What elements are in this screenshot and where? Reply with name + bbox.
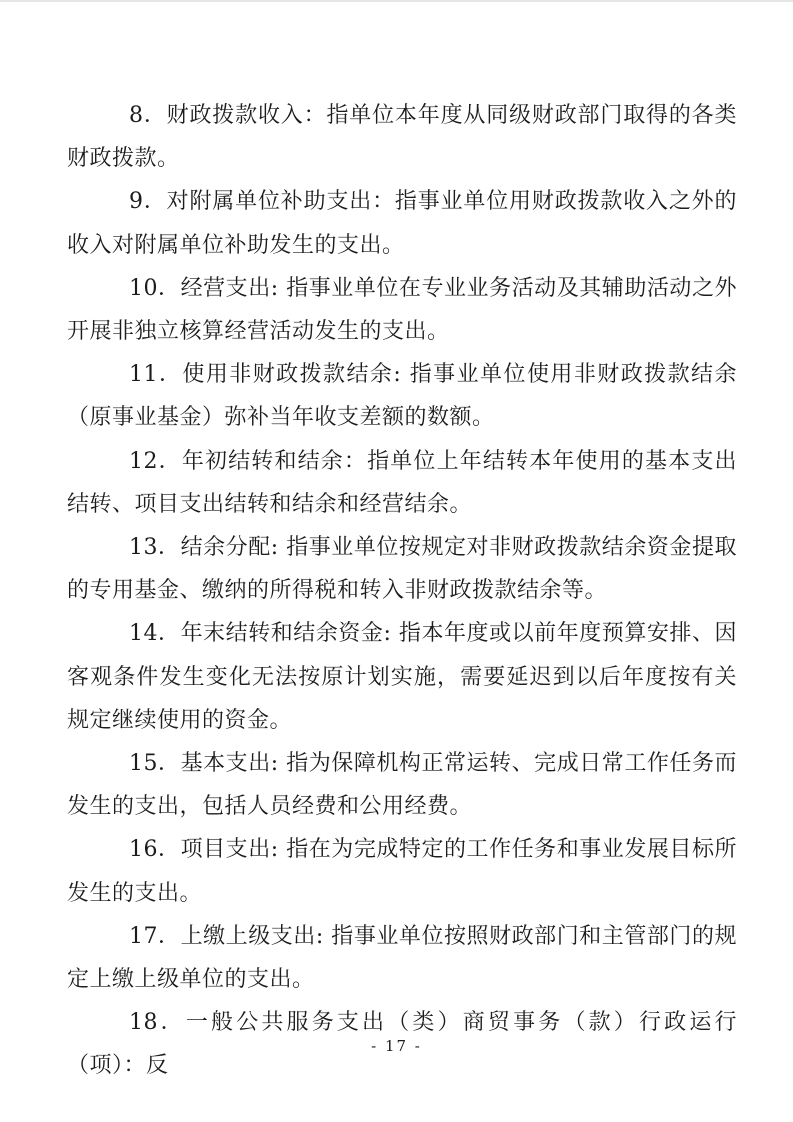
glossary-paragraph-term-14: 14．年末结转和结余资金: 指本年度或以前年度预算安排、因客观条件发生变化无法按原计划实施，需要延迟到以后年度按有关规定继续使用的资金。 [67, 621, 737, 733]
page-number: - 17 - [371, 1037, 422, 1055]
glossary-paragraph-term-9: 9．对附属单位补助支出：指事业单位用财政拨款收入之外的收入对附属单位补助发生的支出。 [67, 189, 737, 258]
glossary-paragraph-term-16: 16．项目支出: 指在为完成特定的工作任务和事业发展目标所发生的支出。 [67, 837, 737, 906]
glossary-paragraph-term-17: 17．上缴上级支出: 指事业单位按照财政部门和主管部门的规定上缴上级单位的支出。 [67, 923, 737, 993]
glossary-paragraph-term-10: 10．经营支出: 指事业单位在专业业务活动及其辅助活动之外开展非独立核算经营活动发生的支出。 [67, 275, 737, 345]
glossary-paragraph-term-13: 13．结余分配: 指事业单位按规定对非财政拨款结余资金提取的专用基金、缴纳的所得税和转入非财政拨款结余等。 [67, 535, 737, 604]
glossary-paragraph-term-8: 8．财政拨款收入：指单位本年度从同级财政部门取得的各类财政拨款。 [67, 103, 737, 172]
document-body [67, 94, 737, 1088]
glossary-paragraph-term-12: 12．年初结转和结余：指单位上年结转本年使用的基本支出结转、项目支出结转和结余和经营结余。 [67, 448, 737, 517]
glossary-paragraph-term-11: 11．使用非财政拨款结余: 指事业单位使用非财政拨款结余（原事业基金）弥补当年收支差额的数额。 [67, 362, 737, 431]
page-footer [0, 1036, 793, 1055]
glossary-paragraph-term-18: 18．一般公共服务支出（类）商贸事务（款）行政运行（项）：反 [67, 1010, 737, 1079]
glossary-paragraph-term-15: 15．基本支出: 指为保障机构正常运转、完成日常工作任务而发生的支出，包括人员经费和公用经费。 [67, 751, 737, 820]
